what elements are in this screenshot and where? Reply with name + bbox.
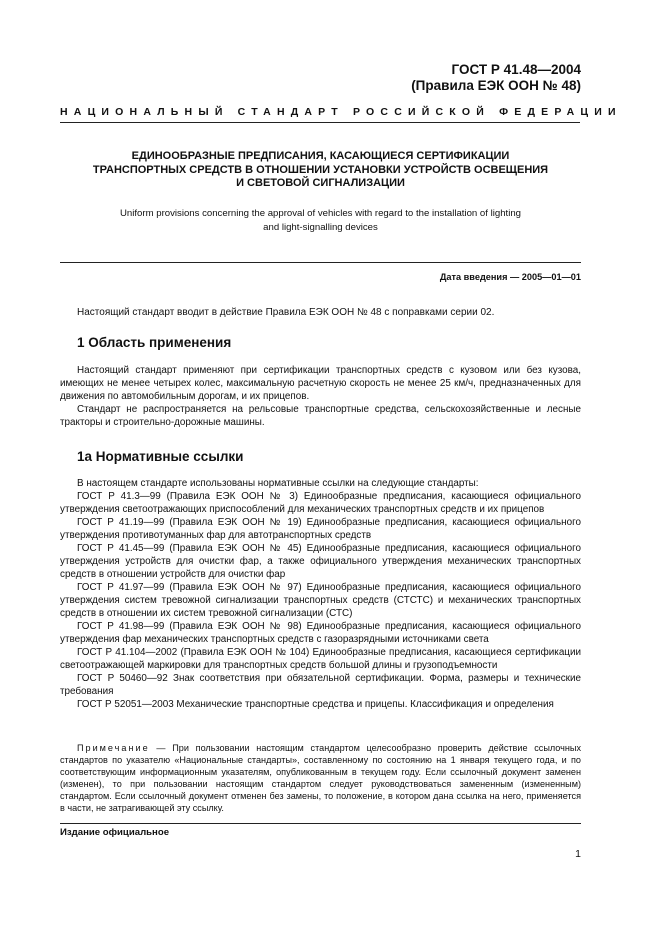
national-standard-banner: НАЦИОНАЛЬНЫЙ СТАНДАРТ РОССИЙСКОЙ ФЕДЕРАЦИИ xyxy=(60,106,622,118)
section-heading-references: 1a Нормативные ссылки xyxy=(77,449,244,464)
reference-item: ГОСТ Р 41.3—99 (Правила ЕЭК ООН № 3) Единообразные предписания, касающиеся официального утверждения светоотражающих приспособлений для механических транспортных средств и их прицепов xyxy=(60,491,581,515)
header-divider xyxy=(60,122,580,123)
reference-item: ГОСТ Р 41.45—99 (Правила ЕЭК ООН № 45) Единообразные предписания, касающиеся официального утверждения устройств для очистки фар, а также официального утверждения механических транспортных средств в отношении устройств для очистки фар xyxy=(60,543,581,580)
document-title xyxy=(60,150,581,191)
paragraph: Стандарт не распространяется на рельсовые транспортные средства, сельскохозяйственные и лесные тракторы и строительно-дорожные машины. xyxy=(60,404,581,428)
note xyxy=(60,742,581,814)
title-line: ЕДИНООБРАЗНЫЕ ПРЕДПИСАНИЯ, КАСАЮЩИЕСЯ СЕРТИФИКАЦИИ xyxy=(131,150,510,162)
english-title-line: Uniform provisions concerning the approval of vehicles with regard to the installation of lighting xyxy=(119,208,522,219)
english-title xyxy=(60,207,581,234)
intro-paragraph: Настоящий стандарт вводит в действие Правила ЕЭК ООН № 48 с поправками серии 02. xyxy=(77,307,495,318)
english-title-line: and light-signalling devices xyxy=(263,221,378,233)
title-divider xyxy=(60,262,581,263)
section-references-body xyxy=(60,477,581,711)
reference-item: ГОСТ Р 41.19—99 (Правила ЕЭК ООН № 19) Единообразные предписания, касающиеся официального утверждения противотуманных фар для автотранспортных средств xyxy=(60,517,581,541)
title-line: ТРАНСПОРТНЫХ СРЕДСТВ В ОТНОШЕНИИ УСТАНОВКИ УСТРОЙСТВ ОСВЕЩЕНИЯ xyxy=(92,163,549,176)
section-scope-body xyxy=(60,364,581,429)
references-lead: В настоящем стандарте использованы нормативные ссылки на следующие стандарты: xyxy=(77,478,479,489)
section-heading-scope: 1 Область применения xyxy=(77,335,232,350)
reference-item: ГОСТ Р 41.104—2002 (Правила ЕЭК ООН № 104) Единообразные предписания, касающиеся сертификации светоотражающей маркировки для транспортных средств большой длины и грузоподъемности xyxy=(60,647,581,671)
reference-item: ГОСТ Р 41.97—99 (Правила ЕЭК ООН № 97) Единообразные предписания, касающиеся официального утверждения систем тревожной сигнализации транспортных средств (СТСТС) и механических транспортных средств в отношении их систем тревожной сигнализации (СТС) xyxy=(60,582,581,619)
footer-divider xyxy=(60,823,581,824)
reference-item: ГОСТ Р 41.98—99 (Правила ЕЭК ООН № 98) Единообразные предписания, касающиеся официального утверждения фар механических транспортных средств с газоразрядными источниками света xyxy=(60,621,581,645)
paragraph: Настоящий стандарт применяют при сертификации транспортных средств с кузовом или без кузова, имеющих не менее четырех колес, максимальную расчетную скорость не менее 25 км/ч, предназначенных для движения по автомобильным дорогам, и их прицепов. xyxy=(60,365,581,402)
reference-item: ГОСТ Р 50460—92 Знак соответствия при обязательной сертификации. Форма, размеры и технические требования xyxy=(60,673,581,697)
note-text: — При пользовании настоящим стандартом целесообразно проверить действие ссылочных стандартов по указателю «Национальные стандарты», составленному по состоянию на 1 января текущего года, и по соответствующим информационным указателям, опубликованным в текущем году. Если ссылочный документ заменен (изменен), то при пользовании настоящим стандартом следует руководствоваться замененным (измененным) стандартом. Если ссылочный документ отменен без замены, то положение, в котором дана ссылка на него, применяется в части, не затрагивающей эту ссылку. xyxy=(60,743,581,813)
title-line: И СВЕТОВОЙ СИГНАЛИЗАЦИИ xyxy=(236,177,405,189)
standard-equivalent: (Правила ЕЭК ООН № 48) xyxy=(411,78,581,93)
standard-designation xyxy=(411,62,581,94)
page-number: 1 xyxy=(575,848,581,860)
standard-number: ГОСТ Р 41.48—2004 xyxy=(451,62,581,77)
reference-item: ГОСТ Р 52051—2003 Механические транспортные средства и прицепы. Классификация и определения xyxy=(77,699,554,710)
note-label: Примечание xyxy=(77,743,150,753)
introduction-date: Дата введения — 2005—01—01 xyxy=(439,272,581,282)
official-edition-label: Издание официальное xyxy=(60,827,170,838)
